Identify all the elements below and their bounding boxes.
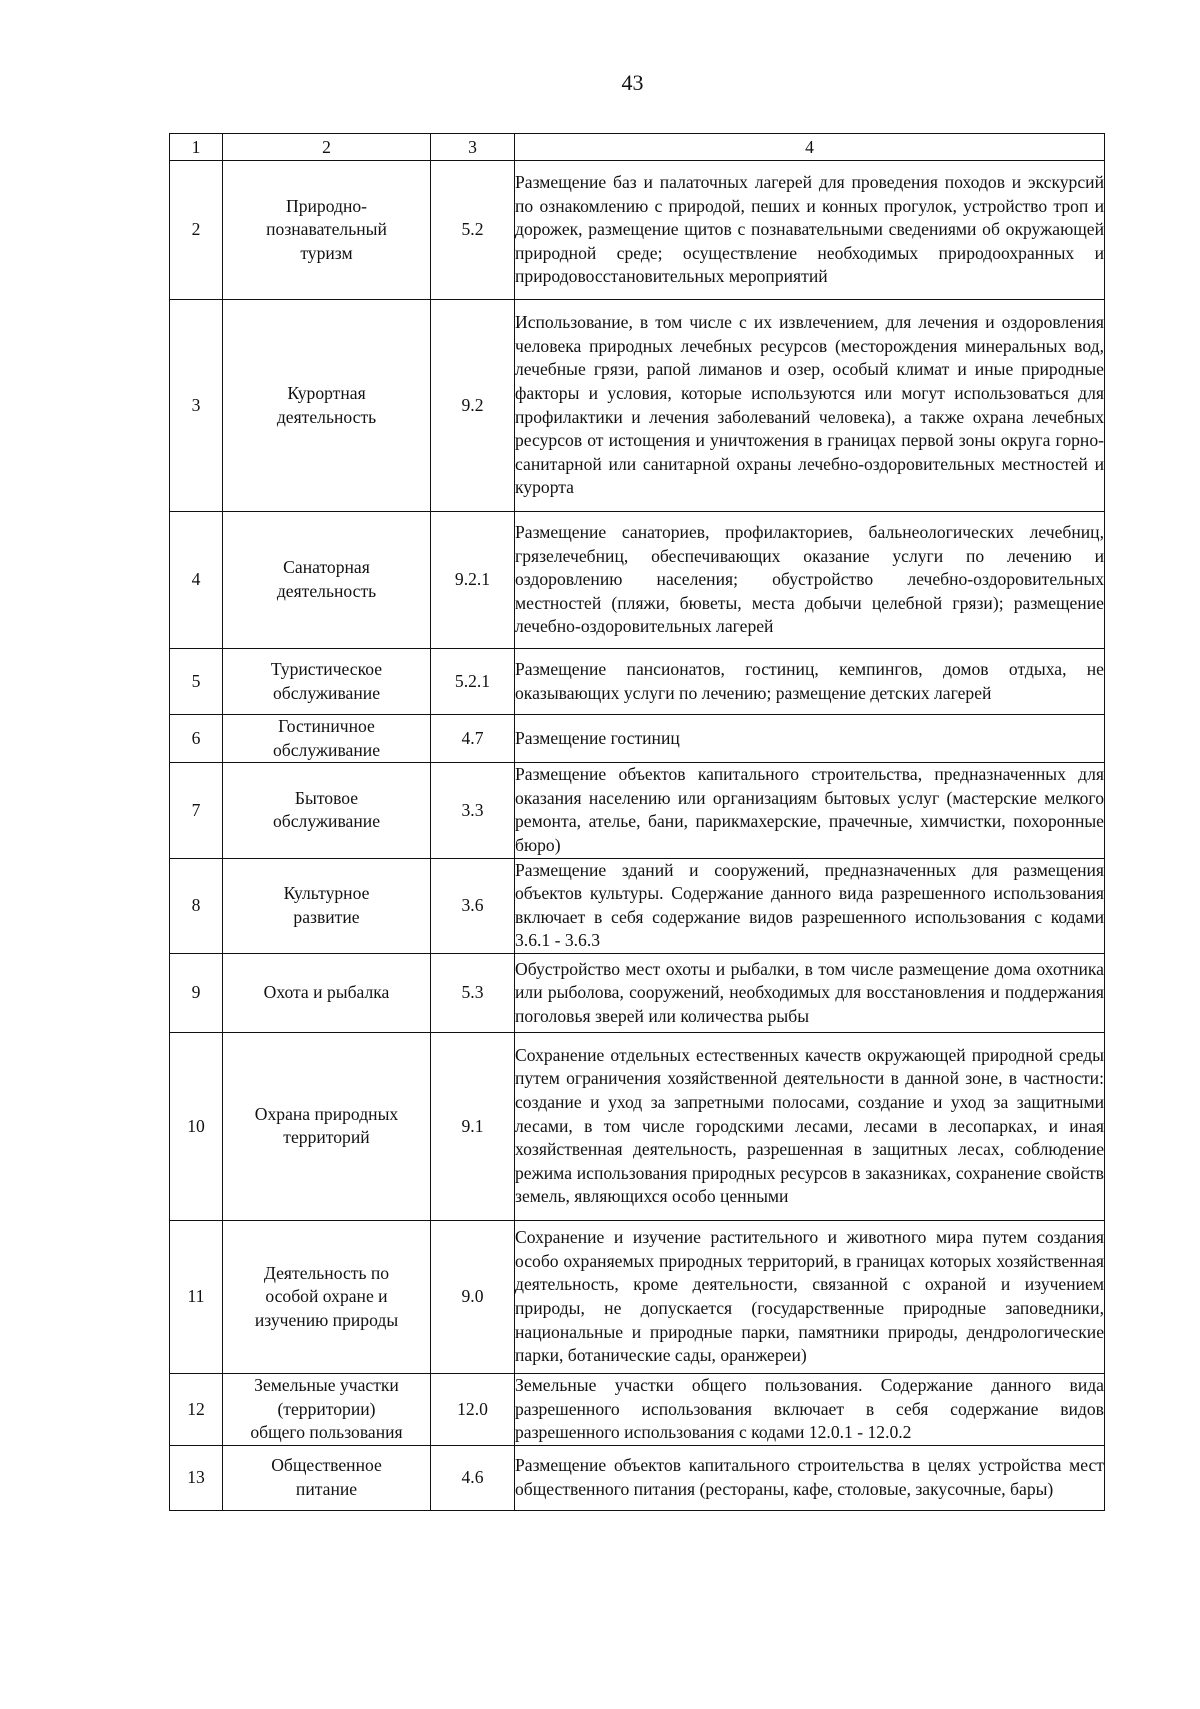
row-number: 2: [170, 161, 223, 300]
row-number: 11: [170, 1220, 223, 1373]
land-use-description: Использование, в том числе с их извлечением, для лечения и оздоровления человека природных лечебных ресурсов (месторождения минеральных вод, лечебные грязи, рапой лиманов и озер, особый климат и иные природные факторы и условия, которые используются или могут использоваться для профилактики и лечения заболеваний человека), а также охрана лечебных ресурсов от истощения и уничтожения в границах первой зоны округа горно-санитарной или санитарной охраны лечебно-оздоровительных местностей и курорта: [515, 300, 1105, 512]
row-number: 9: [170, 953, 223, 1032]
land-use-description: Сохранение отдельных естественных качеств окружающей природной среды путем ограничения хозяйственной деятельности в данной зоне, в частности: создание и уход за запретными полосами, создание и уход за защитными лесами, в том числе городскими лесами, лесами в лесопарках, и иная хозяйственная деятельность, разрешенная в защитных лесах, соблюдение режима использования природных ресурсов в заказниках, сохранение свойств земель, являющихся особо ценными: [515, 1032, 1105, 1220]
table-header-row: [170, 134, 1105, 161]
table-row: [170, 1373, 1105, 1445]
row-number: 5: [170, 649, 223, 715]
header-col-3: 3: [431, 134, 515, 161]
land-use-description: Размещение объектов капитального строительства, предназначенных для оказания населению или организациям бытовых услуг (мастерские мелкого ремонта, ателье, бани, парикмахерские, прачечные, химчистки, похоронные бюро): [515, 763, 1105, 858]
land-use-code: 9.0: [431, 1220, 515, 1373]
land-use-code: 5.2: [431, 161, 515, 300]
table-row: [170, 161, 1105, 300]
table-row: [170, 512, 1105, 649]
land-use-code: 9.2.1: [431, 512, 515, 649]
table-row: [170, 763, 1105, 858]
table-row: [170, 300, 1105, 512]
land-use-code: 4.6: [431, 1445, 515, 1510]
row-number: 13: [170, 1445, 223, 1510]
header-col-1: 1: [170, 134, 223, 161]
row-number: 8: [170, 858, 223, 953]
land-use-description: Размещение объектов капитального строительства в целях устройства мест общественного питания (рестораны, кафе, столовые, закусочные, бары): [515, 1445, 1105, 1510]
land-use-code: 5.3: [431, 953, 515, 1032]
land-use-name: Гостиничное обслуживание: [223, 715, 431, 763]
land-use-code: 9.2: [431, 300, 515, 512]
land-use-name: Санаторная деятельность: [223, 512, 431, 649]
table-row: [170, 858, 1105, 953]
table-row: [170, 649, 1105, 715]
land-use-name: Природно- познавательный туризм: [223, 161, 431, 300]
table-row: [170, 1445, 1105, 1510]
land-use-description: Размещение гостиниц: [515, 715, 1105, 763]
land-use-description: Размещение зданий и сооружений, предназначенных для размещения объектов культуры. Содержание данного вида разрешенного использования включает в себя содержание видов разрешенного использования с кодами 3.6.1 - 3.6.3: [515, 858, 1105, 953]
table-row: [170, 715, 1105, 763]
land-use-code: 3.6: [431, 858, 515, 953]
land-use-code: 12.0: [431, 1373, 515, 1445]
land-use-code: 5.2.1: [431, 649, 515, 715]
land-use-description: Размещение баз и палаточных лагерей для проведения походов и экскурсий по ознакомлению с природой, пеших и конных прогулок, устройство троп и дорожек, размещение щитов с познавательными сведениями об окружающей природной среде; осуществление необходимых природоохранных и природовосстановительных мероприятий: [515, 161, 1105, 300]
land-use-table: [169, 133, 1105, 1511]
land-use-description: Размещение санаториев, профилакториев, бальнеологических лечебниц, грязелечебниц, обеспечивающих оказание услуги по лечению и оздоровлению населения; обустройство лечебно-оздоровительных местностей (пляжи, бюветы, места добычи целебной грязи); размещение лечебно-оздоровительных лагерей: [515, 512, 1105, 649]
land-use-name: Охота и рыбалка: [223, 953, 431, 1032]
land-use-description: Сохранение и изучение растительного и животного мира путем создания особо охраняемых природных территорий, в границах которых хозяйственная деятельность, кроме деятельности, связанной с охраной и изучением природы, не допускается (государственные природные заповедники, национальные и природные парки, памятники природы, дендрологические парки, ботанические сады, оранжереи): [515, 1220, 1105, 1373]
land-use-name: Деятельность по особой охране и изучению природы: [223, 1220, 431, 1373]
land-use-description: Размещение пансионатов, гостиниц, кемпингов, домов отдыха, не оказывающих услуги по лечению; размещение детских лагерей: [515, 649, 1105, 715]
table-row: [170, 1032, 1105, 1220]
land-use-name: Туристическое обслуживание: [223, 649, 431, 715]
land-use-name: Бытовое обслуживание: [223, 763, 431, 858]
land-use-code: 9.1: [431, 1032, 515, 1220]
land-use-code: 3.3: [431, 763, 515, 858]
header-col-2: 2: [223, 134, 431, 161]
land-use-description: Обустройство мест охоты и рыбалки, в том числе размещение дома охотника или рыболова, сооружений, необходимых для восстановления и поддержания поголовья зверей или количества рыбы: [515, 953, 1105, 1032]
row-number: 10: [170, 1032, 223, 1220]
table-row: [170, 953, 1105, 1032]
land-use-name: Курортная деятельность: [223, 300, 431, 512]
land-use-description: Земельные участки общего пользования. Содержание данного вида разрешенного использования включает в себя содержание видов разрешенного использования с кодами 12.0.1 - 12.0.2: [515, 1373, 1105, 1445]
row-number: 7: [170, 763, 223, 858]
land-use-name: Земельные участки (территории) общего пользования: [223, 1373, 431, 1445]
land-use-name: Общественное питание: [223, 1445, 431, 1510]
table-row: [170, 1220, 1105, 1373]
land-use-name: Охрана природных территорий: [223, 1032, 431, 1220]
land-use-name: Культурное развитие: [223, 858, 431, 953]
header-col-4: 4: [515, 134, 1105, 161]
row-number: 6: [170, 715, 223, 763]
row-number: 3: [170, 300, 223, 512]
land-use-code: 4.7: [431, 715, 515, 763]
page-number: 43: [621, 70, 644, 95]
row-number: 4: [170, 512, 223, 649]
row-number: 12: [170, 1373, 223, 1445]
